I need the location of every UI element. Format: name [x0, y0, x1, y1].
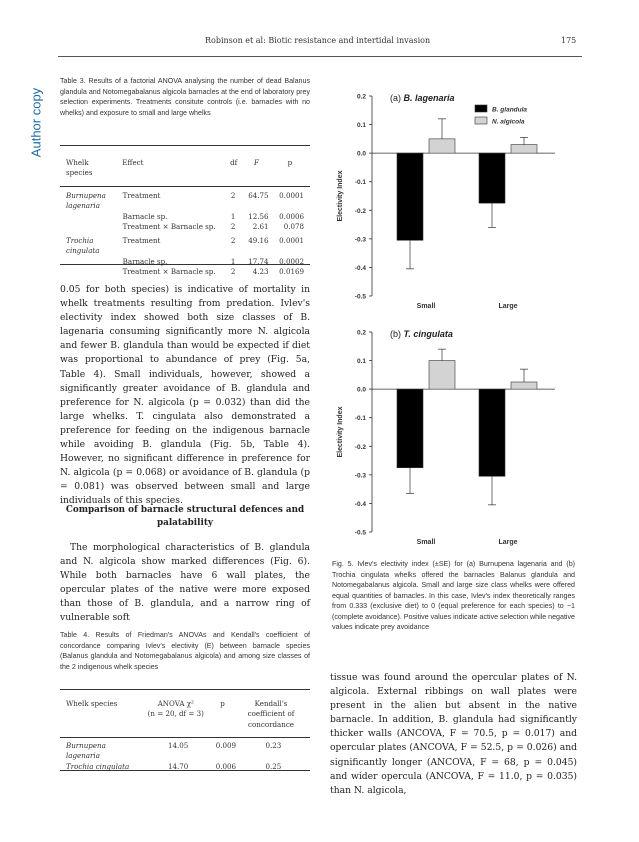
header-rule — [58, 56, 582, 57]
y-tick-label: 0.1 — [356, 122, 366, 130]
table4-header-kendall: Kendall's coefficient of concordance — [247, 699, 295, 729]
table3-row — [63, 232, 307, 257]
bar-n-algicola — [429, 139, 455, 153]
body-paragraph-right: tissue was found around the opercular plates of N. algicola. External ribbings on wall plates were present in the alien but absent in the native barnacle. In addition, B. glandula had significantly thicker walls (ANCOVA, F = 70.5, p = 0.017) and opercular plates (ANCOVA, F = 52.5, p = 0.026) and significantly longer (ANCOVA, F = 68, p = 0.045) and wider opercula (ANCOVA, F = 11.0, p = 0.035) than N. algicola, — [330, 672, 577, 796]
table4-header-rule — [60, 737, 310, 738]
table4-cell: 14.70 — [167, 761, 189, 771]
table3-bottom-rule — [60, 264, 310, 265]
table3-cell: 17.74 — [248, 256, 269, 266]
bar-b-glandula — [397, 153, 423, 240]
legend-label: B. glandula — [492, 106, 528, 114]
y-tick-label: 0.0 — [356, 150, 366, 158]
fig5-caption: Fig. 5. Ivlev's electivity index (±SE) for (a) Burnupena lagenaria and (b) Trochia cingulata whelks offered the barnacles Balanus glandula and Notomegabalanus algicola. Small and large size class whelks were offered equal quantities of barnacles. In this case, Ivlev's index theoretically ranges from 0.333 (exclusive diet) to 0 (equal preference for each species) to −1 (complete avoidance). Positive values indicate active selection while negative values indicate prey avoidance — [332, 560, 575, 631]
table3-cell — [63, 212, 120, 222]
table3-cell: 0.0001 — [279, 236, 304, 246]
x-tick-label: Small — [416, 539, 436, 546]
y-tick-label: 0.0 — [356, 386, 366, 394]
y-tick-label: -0.5 — [354, 529, 366, 537]
y-tick-label: -0.1 — [354, 415, 366, 423]
table3-caption: Table 3. Results of a factorial ANOVA analysing the number of dead Balanus glandula and Notomegabalanus algicola barnacles at the end of laboratory prey selection experiments. Treatments consitute controls (i.e. barnacles with no whelks) and exposure to small and large whelks — [60, 77, 310, 117]
table3-cell: 0.078 — [283, 221, 304, 231]
table3-header-effect: Effect — [122, 158, 144, 167]
table4-cell: 0.009 — [215, 741, 237, 750]
y-tick-label: 0.1 — [356, 358, 366, 366]
table3-cell: 2.61 — [252, 221, 269, 231]
table4-top-rule — [60, 689, 310, 690]
table3-header-row — [63, 158, 307, 179]
table4-body — [63, 741, 307, 772]
page-number: 175 — [561, 36, 577, 45]
table3-cell: 49.16 — [248, 236, 269, 246]
table4-cell: 0.25 — [265, 761, 282, 771]
table3-cell: 0.0006 — [279, 211, 304, 221]
chart-title: (b) T. cingulata — [390, 329, 453, 339]
table3-cell: 0.0001 — [279, 191, 304, 200]
y-tick-label: -0.5 — [354, 293, 366, 301]
table3-cell — [63, 222, 120, 232]
bar-n-algicola — [511, 382, 537, 389]
table4-row — [63, 741, 307, 762]
table3-cell: Trochia cingulata — [66, 236, 100, 256]
legend-swatch — [475, 105, 487, 112]
table3-cell: Treatment × Barnacle sp. — [122, 221, 216, 231]
y-tick-label: -0.4 — [354, 264, 366, 272]
table3-cell: 2 — [230, 267, 236, 277]
x-tick-label: Small — [416, 303, 436, 310]
table3-cell: 1 — [230, 256, 236, 266]
author-copy-label: Author copy — [28, 87, 44, 158]
chart-b — [330, 318, 582, 550]
table3-cell: Treatment — [122, 191, 161, 200]
table3-header-rule — [60, 186, 310, 187]
table3-cell: Barnacle sp. — [122, 256, 168, 266]
table3-row — [63, 257, 307, 267]
table3-cell — [63, 267, 120, 277]
y-tick-label: -0.4 — [354, 500, 366, 508]
bar-n-algicola — [429, 361, 455, 390]
table4-bottom-rule — [60, 770, 310, 771]
body-paragraph-1: 0.05 for both species) is indicative of mortality in whelk treatments resulting from predation. Ivlev's electivity index showed both size classes of B. lagenaria consuming significantly more N. algicola and fewer B. glandula than would be expected if diet was proportional to abundance of prey (Fig. 5a, Table 4). Small individuals, however, showed a significantly greater avoidance of B. glandula and preference for N. algicola (p = 0.032) than did the large whelks. T. cingulata also demonstrated a preference for feeding on the indigenous barnacle while avoiding B. glandula (Fig. 5b, Table 4). However, no significant difference in preference for N. algicola (p = 0.068) or avoidance of B. glandula (p = 0.081) was observed between small and large individuals of this species. — [60, 284, 310, 507]
table3-cell — [63, 257, 120, 267]
y-tick-label: 0.2 — [356, 93, 366, 101]
table3-cell: 2 — [230, 191, 236, 200]
table3-row — [63, 191, 307, 212]
y-tick-label: -0.1 — [354, 179, 366, 187]
table3-header-df: df — [230, 158, 238, 167]
y-tick-label: -0.3 — [354, 236, 366, 244]
table3-cell: Barnacle sp. — [122, 211, 168, 221]
x-tick-label: Large — [498, 303, 518, 310]
table3-cell: 1 — [230, 211, 236, 221]
table3-cell: 4.23 — [252, 267, 269, 277]
x-tick-label: Large — [498, 539, 518, 546]
table3-row — [63, 267, 307, 277]
table3-cell: 0.0002 — [279, 256, 304, 266]
table4-cell: 0.006 — [215, 761, 237, 771]
table4-cell: 14.05 — [167, 741, 189, 750]
table4-cell: Burnupena lagenaria — [66, 741, 106, 761]
table3-cell: Burnupena lagenaria — [66, 191, 106, 211]
table4-caption: Table 4. Results of Friedman's ANOVAs and Kendall's coefficient of concordance comparing Ivlev's electivity (E) between barnacle species (Balanus glandula and Notomegabalanus algicola) and among size classes of the 2 indigenous whelk species — [60, 631, 310, 671]
section-heading: Comparison of barnacle structural defences and palatability — [65, 505, 305, 528]
table4-header-p: p — [220, 699, 225, 708]
y-tick-label: -0.3 — [354, 472, 366, 480]
table3 — [63, 158, 309, 179]
y-tick-label: 0.2 — [356, 329, 366, 337]
table3-cell: 12.56 — [248, 211, 269, 221]
table4-cell: Trochia cingulata — [66, 761, 130, 771]
bar-b-glandula — [479, 153, 505, 203]
table3-row — [63, 212, 307, 222]
chart-title: (a) B. lagenaria — [390, 93, 455, 103]
table3-header-p: p — [287, 158, 293, 167]
table3-cell: Treatment — [122, 236, 161, 246]
table3-header-species: Whelk species — [66, 158, 93, 178]
table3-cell: 2 — [230, 221, 236, 231]
running-title: Robinson et al: Biotic resistance and intertidal invasion — [205, 36, 431, 45]
table3-header-f: F — [254, 158, 259, 167]
table4-header-anova: ANOVA χ² (n = 20, df = 3) — [147, 699, 204, 719]
legend-label: N. algicola — [492, 118, 525, 126]
y-axis-label: Electivity Index — [337, 406, 344, 458]
table4-cell: 0.23 — [265, 741, 282, 750]
y-tick-label: -0.2 — [354, 443, 366, 451]
y-axis-label: Electivity Index — [337, 170, 344, 222]
table4-header-species: Whelk species — [66, 699, 118, 708]
bar-b-glandula — [397, 389, 423, 468]
table3-cell: 64.75 — [248, 191, 269, 200]
bar-b-glandula — [479, 389, 505, 476]
chart-a — [330, 82, 582, 322]
table3-cell: 2 — [230, 236, 236, 246]
table3-cell: Treatment × Barnacle sp. — [122, 267, 216, 277]
y-tick-label: -0.2 — [354, 207, 366, 215]
body-paragraph-2: The morphological characteristics of B. glandula and N. algicola show marked differences (Fig. 6). While both barnacles have 6 wall plates, the opercular plates of the native were more exposed than those of B. glandula, and a narrow ring of vulnerable soft — [60, 542, 310, 624]
bar-n-algicola — [511, 145, 537, 154]
table4-header — [63, 699, 307, 730]
table3-top-rule — [60, 145, 310, 146]
legend-swatch — [475, 117, 487, 124]
table3-row — [63, 222, 307, 232]
table3-cell: 0.0169 — [279, 267, 304, 277]
